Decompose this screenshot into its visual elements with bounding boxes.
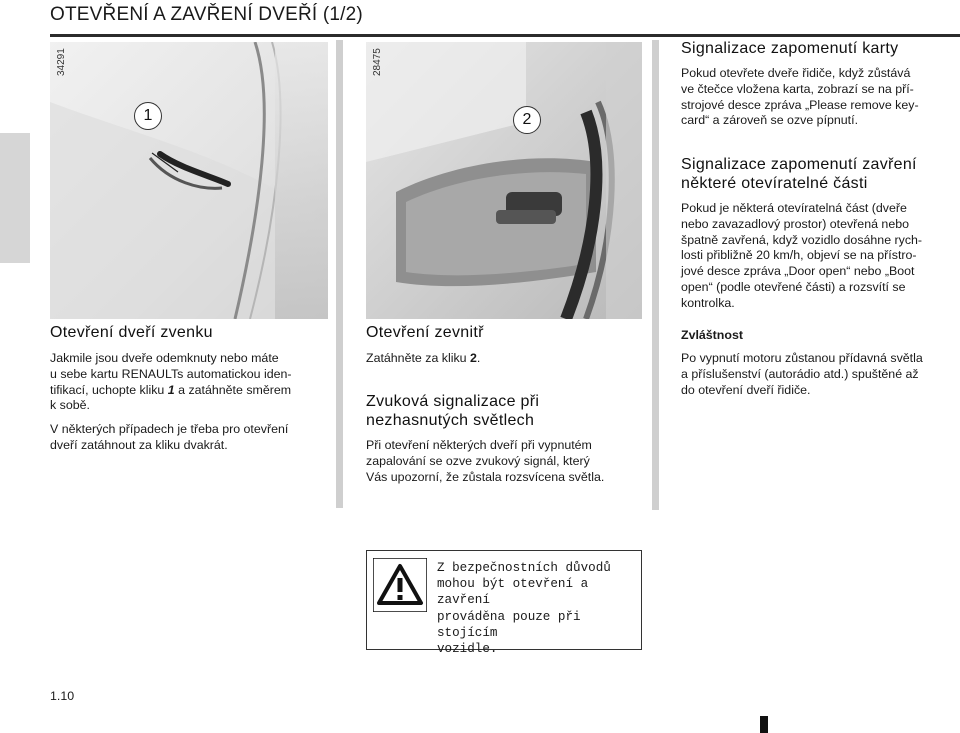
interior-door-photo [366, 42, 642, 319]
text-line [50, 383, 328, 399]
text-line: Jakmile jsou dveře odemknuty nebo máte [50, 351, 279, 365]
text-line: prováděna pouze při stojícím [437, 609, 581, 640]
text-line: Pokud otevřete dveře řidiče, když zůstává [681, 66, 911, 80]
callout-2: 2 [513, 106, 541, 134]
column-rule-2 [652, 40, 659, 510]
text-line: mohou být otevření a zavření [437, 577, 589, 608]
text-segment: Zatáhněte za kliku [366, 351, 471, 365]
text-line: vozidle. [437, 642, 498, 657]
header-rule [50, 34, 960, 37]
text-line: a příslušenství (autorádio atd.) spuštěné až [681, 366, 919, 381]
paragraph-exterior-note [50, 422, 332, 454]
text-line: losti přibližně 20 km/h, objeví se na přístro- [681, 248, 917, 263]
paragraph-lights-warning [366, 438, 646, 485]
text-line: zapalování se ozve zvukový signál, který [366, 453, 590, 468]
heading-note: Zvláštnost [681, 328, 743, 342]
page-title: OTEVŘENÍ A ZAVŘENÍ DVEŘÍ (1/2) [50, 4, 363, 25]
heading-line: nezhasnutých světlech [366, 412, 535, 430]
paragraph-interior-opening [366, 351, 480, 367]
text-line: jové desce zpráva „Door open“ nebo „Boot [681, 264, 915, 279]
text-segment: tifikací, uchopte kliku [50, 382, 168, 397]
text-line: k sobě. [50, 398, 90, 413]
text-line: kontrolka. [681, 295, 735, 310]
text-line: V některých případech je třeba pro otevření [50, 422, 289, 436]
figure-code: 28475 [372, 48, 383, 76]
paragraph-card-reminder [681, 66, 959, 129]
handle-reference: 1 [167, 382, 175, 397]
text-line: ve čtečce vložena karta, zobrazí se na pří- [681, 81, 914, 96]
paragraph-opening-reminder [681, 201, 959, 312]
text-line: dveří zatáhnout za kliku dvakrát. [50, 437, 228, 452]
text-line: nebo zavazadlový prostor) otevřená nebo [681, 216, 909, 231]
text-line: open“ (podle otevřené části) a rozsvítí se [681, 279, 906, 294]
text-line: do otevření dveří řidiče. [681, 382, 811, 397]
exterior-door-illustration [50, 42, 328, 319]
heading-exterior-opening: Otevření dveří zvenku [50, 324, 213, 341]
heading-card-reminder: Signalizace zapomenutí karty [681, 40, 899, 57]
text-line: Při otevření některých dveří při vypnutém [366, 438, 592, 452]
column-rule-1 [336, 40, 343, 508]
warning-text [437, 560, 637, 657]
heading-line: některé otevíratelné části [681, 175, 868, 193]
heading-line: Zvuková signalizace při [366, 393, 540, 410]
handle-reference: 2 [470, 351, 477, 365]
text-line: Z bezpečnostních důvodů [437, 561, 611, 575]
section-end-mark [760, 716, 768, 733]
text-line: u sebe kartu RENAULTs automatickou iden- [50, 366, 292, 381]
callout-1: 1 [134, 102, 162, 130]
paragraph-note [681, 351, 960, 398]
text-line: Po vypnutí motoru zůstanou přídavná světla [681, 351, 923, 365]
text-line: špatně zavřená, když vozidlo dosáhne rych- [681, 232, 923, 247]
interior-door-illustration [366, 42, 642, 319]
text-line: Vás upozorní, že zůstala rozsvícena světla. [366, 469, 605, 484]
text-line: strojové desce zpráva „Please remove key- [681, 97, 919, 112]
side-tab [0, 133, 30, 263]
safety-warning-box [366, 550, 642, 657]
warning-triangle-icon [373, 558, 427, 612]
text-line: card“ a zároveň se ozve pípnutí. [681, 113, 859, 128]
text-line: Pokud je některá otevíratelná část (dveře [681, 201, 907, 215]
page-number: 1.10 [50, 689, 75, 703]
text-segment: a zatáhněte směrem [174, 382, 292, 397]
figure-code: 34291 [56, 48, 67, 76]
heading-lights-warning [366, 392, 539, 430]
paragraph-exterior-opening [50, 351, 328, 414]
heading-interior-opening: Otevření zevnitř [366, 324, 484, 341]
heading-line: Signalizace zapomenutí zavření [681, 156, 917, 173]
exterior-door-photo [50, 42, 328, 319]
text-segment: . [476, 351, 481, 365]
heading-opening-reminder [681, 155, 917, 193]
